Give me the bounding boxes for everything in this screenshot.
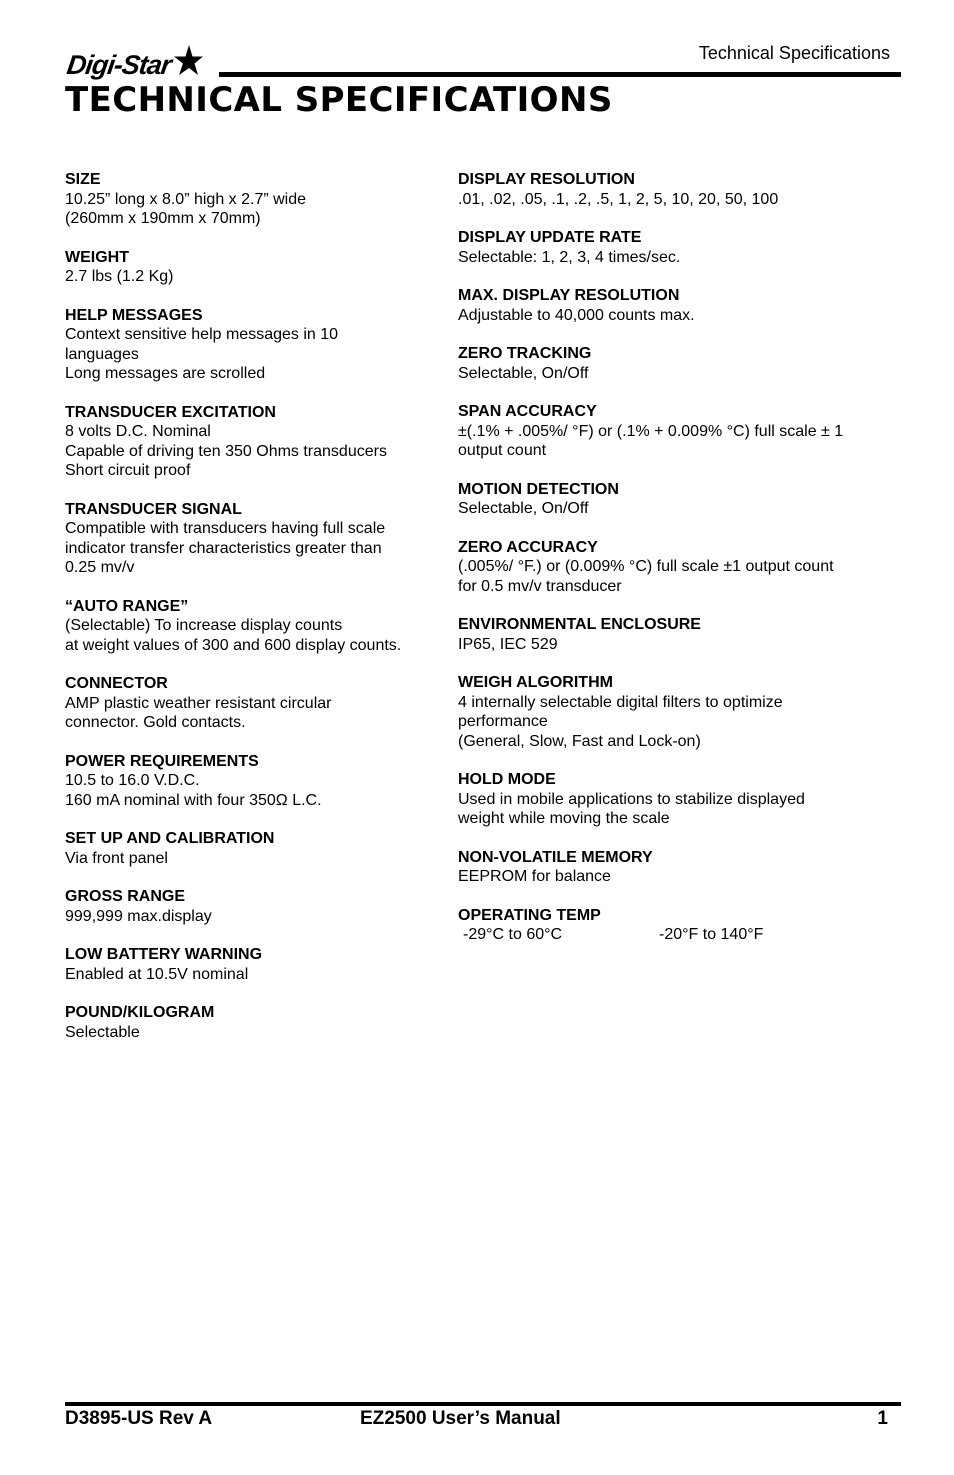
left-spec-column xyxy=(65,170,435,1061)
spec-value-line: performance xyxy=(458,713,548,730)
spec-value-line: Capable of driving ten 350 Ohms transducers xyxy=(65,442,387,460)
spec-item xyxy=(65,674,435,733)
spec-value-line: Short circuit proof xyxy=(65,462,191,479)
page-title: TECHNICAL SPECIFICATIONS xyxy=(65,80,613,120)
spec-label: POUND/KILOGRAM xyxy=(65,1004,215,1021)
spec-value-line: Selectable, On/Off xyxy=(458,364,589,382)
spec-operating-temp xyxy=(458,906,888,945)
digi-star-logo xyxy=(65,44,203,80)
spec-value-line: for 0.5 mv/v transducer xyxy=(458,577,622,595)
spec-value-line: 8 volts D.C. Nominal xyxy=(65,423,211,440)
spec-item xyxy=(458,344,888,383)
spec-value-line: EEPROM for balance xyxy=(458,868,611,885)
spec-item xyxy=(458,538,888,597)
spec-value-line: Compatible with transducers having full scale xyxy=(65,520,386,537)
spec-value-line: Selectable, On/Off xyxy=(458,500,589,517)
spec-value-line: Adjustable to 40,000 counts max. xyxy=(458,306,695,324)
spec-label: “AUTO RANGE” xyxy=(65,597,189,615)
spec-value-line: languages xyxy=(65,345,139,363)
spec-item xyxy=(458,673,888,751)
spec-item xyxy=(65,1003,435,1042)
spec-value-line: Via front panel xyxy=(65,849,168,867)
spec-value-line: (General, Slow, Fast and Lock-on) xyxy=(458,732,701,750)
temp-fahrenheit: -20°F to 140°F xyxy=(659,926,764,943)
spec-label: ENVIRONMENTAL ENCLOSURE xyxy=(458,616,701,633)
spec-item xyxy=(65,752,435,811)
spec-value-line: Selectable: 1, 2, 3, 4 times/sec. xyxy=(458,248,681,266)
spec-item xyxy=(458,286,888,325)
temp-range-row xyxy=(458,925,888,945)
spec-label: HOLD MODE xyxy=(458,771,556,788)
spec-value-line: (.005%/ °F.) or (0.009% °C) full scale ±1 output count xyxy=(458,558,834,575)
logo-text: Digi-Star xyxy=(65,50,173,80)
spec-label: MAX. DISPLAY RESOLUTION xyxy=(458,287,680,304)
spec-label: GROSS RANGE xyxy=(65,888,186,905)
spec-item xyxy=(65,403,435,481)
spec-item xyxy=(65,500,435,578)
spec-item xyxy=(65,306,435,384)
header-section-title: Technical Specifications xyxy=(698,43,890,63)
spec-value-line: Selectable xyxy=(65,1023,140,1041)
spec-value-line: Used in mobile applications to stabilize displayed xyxy=(458,790,805,808)
spec-item xyxy=(458,228,888,267)
spec-item xyxy=(65,829,435,868)
spec-item xyxy=(65,170,435,229)
spec-value-line: 4 internally selectable digital filters to optimize xyxy=(458,693,783,711)
spec-label: TRANSDUCER EXCITATION xyxy=(65,403,276,421)
footer-doc-number: D3895-US Rev A xyxy=(65,1408,213,1429)
spec-value-line: (Selectable) To increase display counts xyxy=(65,617,343,634)
spec-value-line: AMP plastic weather resistant circular xyxy=(65,694,332,712)
spec-value-line: connector. Gold contacts. xyxy=(65,714,246,731)
spec-value-line: 0.25 mv/v xyxy=(65,559,135,576)
spec-value-line: Enabled at 10.5V nominal xyxy=(65,965,249,983)
spec-item xyxy=(458,480,888,519)
spec-value-line: ±(.1% + .005%/ °F) or (.1% + 0.009% °C) full scale ± 1 xyxy=(458,422,844,440)
spec-label: DISPLAY RESOLUTION xyxy=(458,171,635,188)
spec-item xyxy=(458,615,888,654)
spec-label: LOW BATTERY WARNING xyxy=(65,946,263,963)
spec-item xyxy=(65,887,435,926)
spec-value-line: Long messages are scrolled xyxy=(65,365,266,382)
spec-value-line: Context sensitive help messages in 10 xyxy=(65,326,339,343)
spec-value-line: 2.7 lbs (1.2 Kg) xyxy=(65,268,174,285)
footer-rule xyxy=(65,1402,901,1406)
spec-label: POWER REQUIREMENTS xyxy=(65,752,259,770)
spec-label: OPERATING TEMP xyxy=(458,906,601,924)
footer-page-number: 1 xyxy=(877,1408,888,1429)
spec-label: HELP MESSAGES xyxy=(65,306,203,324)
right-spec-column xyxy=(458,170,888,964)
spec-value-line: 999,999 max.display xyxy=(65,907,212,925)
spec-item xyxy=(65,597,435,656)
spec-value-line: 10.25” long x 8.0” high x 2.7” wide xyxy=(65,190,307,208)
spec-label: CONNECTOR xyxy=(65,675,168,692)
spec-label: ZERO ACCURACY xyxy=(458,538,598,556)
spec-value-line: output count xyxy=(458,442,547,459)
spec-label: ZERO TRACKING xyxy=(458,345,592,362)
spec-label: WEIGHT xyxy=(65,248,129,266)
spec-label: SET UP AND CALIBRATION xyxy=(65,830,275,847)
spec-value-line: 160 mA nominal with four 350Ω L.C. xyxy=(65,791,322,809)
spec-value-line: weight while moving the scale xyxy=(458,810,670,827)
spec-label: DISPLAY UPDATE RATE xyxy=(458,229,642,246)
header-rule xyxy=(219,72,901,77)
spec-label: NON-VOLATILE MEMORY xyxy=(458,848,653,866)
spec-item xyxy=(65,248,435,287)
spec-item xyxy=(458,170,888,209)
spec-item xyxy=(458,770,888,829)
temp-celsius: -29°C to 60°C xyxy=(463,926,563,943)
footer-manual-title: EZ2500 User’s Manual xyxy=(360,1408,561,1429)
spec-value-line: .01, .02, .05, .1, .2, .5, 1, 2, 5, 10, 20, 50, 100 xyxy=(458,190,779,208)
spec-label: TRANSDUCER SIGNAL xyxy=(65,500,242,518)
spec-label: SPAN ACCURACY xyxy=(458,403,597,420)
spec-label: WEIGH ALGORITHM xyxy=(458,674,613,691)
spec-value-line: indicator transfer characteristics greater than xyxy=(65,539,382,557)
spec-value-line: IP65, IEC 529 xyxy=(458,635,558,653)
spec-item xyxy=(65,945,435,984)
spec-item xyxy=(458,402,888,461)
spec-value-line: (260mm x 190mm x 70mm) xyxy=(65,210,261,227)
spec-value-line: 10.5 to 16.0 V.D.C. xyxy=(65,772,200,789)
right-spec-list xyxy=(458,170,888,887)
spec-label: SIZE xyxy=(65,171,101,188)
spec-item xyxy=(458,848,888,887)
spec-value-line: at weight values of 300 and 600 display counts. xyxy=(65,636,402,654)
spec-label: MOTION DETECTION xyxy=(458,480,619,498)
